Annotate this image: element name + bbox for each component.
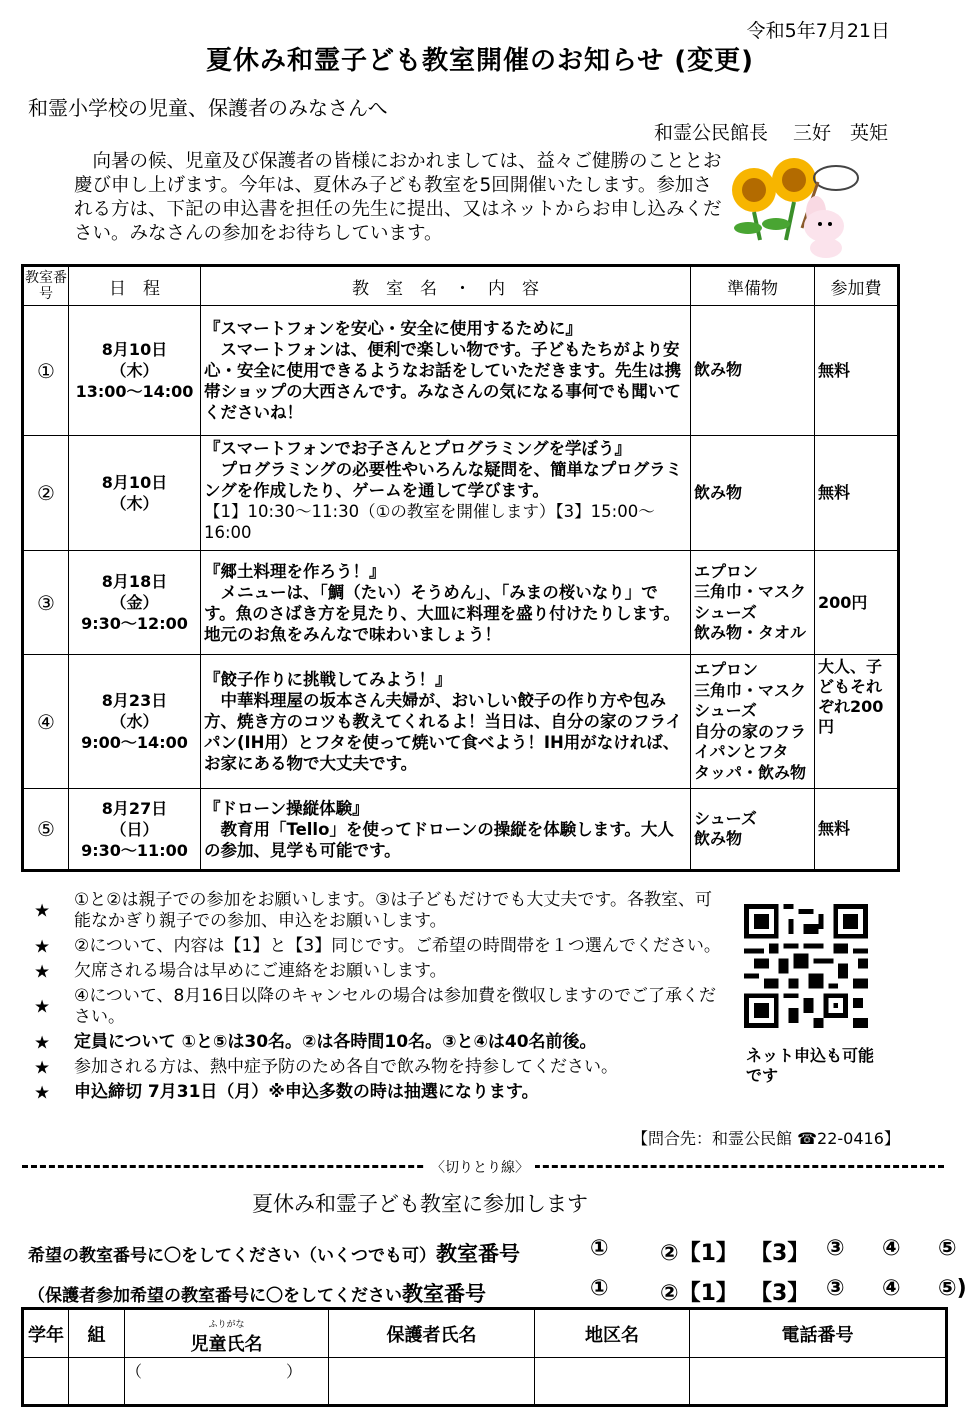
sunflower-rabbit-illustration	[724, 148, 864, 258]
application-header-row	[23, 1309, 947, 1358]
item: シューズ	[694, 602, 757, 622]
cut-label	[0, 1157, 960, 1177]
class-day: （日）	[110, 819, 159, 839]
class-option[interactable]: ⑤	[938, 1236, 957, 1261]
name-paren: （ ）	[126, 1362, 303, 1381]
note-item	[34, 1032, 724, 1053]
note-item	[34, 890, 724, 932]
class-schedule	[69, 436, 201, 551]
class-day: （木）	[110, 494, 159, 513]
class-schedule	[69, 655, 201, 789]
class-choice-row	[28, 1236, 957, 1268]
item: エプロン	[694, 561, 759, 581]
class-number: ③	[23, 551, 69, 655]
page-title: 夏休み和霊子ども教室開催のお知らせ (変更)	[205, 46, 755, 76]
class-items	[691, 306, 815, 436]
furigana-part: ふり	[208, 1320, 227, 1330]
child-name-ruby	[191, 1320, 263, 1356]
class-schedule	[69, 551, 201, 655]
child-name-header	[125, 1309, 329, 1358]
star-icon: ★	[34, 1057, 51, 1078]
class-date: 8月27日	[101, 798, 168, 818]
class-time: 13:00～14:00	[75, 382, 194, 401]
notes-list	[34, 890, 724, 1107]
class-day: （金）	[110, 593, 159, 612]
class-content	[201, 436, 691, 551]
note-item	[34, 961, 724, 982]
table-row	[23, 306, 899, 436]
qr-code-icon[interactable]	[744, 904, 868, 1028]
class-day: （水）	[110, 712, 159, 731]
class-description: 教育用「Tello」を使ってドローンの操縦を体験します。大人の参加、見学も可能です。	[204, 819, 674, 860]
item: 飲み物・タオル	[694, 623, 807, 642]
guardian-name-field[interactable]	[329, 1358, 535, 1406]
star-icon: ★	[34, 961, 51, 982]
application-input-row	[23, 1358, 947, 1406]
class-name: 『郷土料理を作ろう！』	[204, 561, 386, 581]
guardian-option[interactable]: 【3】	[750, 1281, 810, 1306]
note-item	[34, 1082, 724, 1103]
form-title: 夏休み和霊子ども教室に参加します	[252, 1192, 588, 1216]
class-field[interactable]	[69, 1358, 125, 1406]
class-fee: 無料	[815, 789, 899, 871]
table-row	[23, 436, 899, 551]
class-description: 中華料理屋の坂本さん夫婦が、おいしい餃子の作り方や包み方、焼き方のコツも教えてくれるよ！当日は、自分の家のフライパン(IH用）とフタを使って焼いて食べよう！IH用がなければ、お家にある物で大丈夫です。	[204, 691, 683, 773]
header-items: 準備物	[691, 266, 815, 306]
note-text: ①と②は親子での参加をお願いします。③は子どもだけでも大丈夫です。各教室、可能なかぎり親子での参加、申込をお願いします。	[74, 890, 712, 931]
class-number: ①	[23, 306, 69, 436]
note-text: ②について、内容は【1】と【3】同じです。ご希望の時間帯を１つ選んでください。	[74, 936, 721, 956]
header-content: 教 室 名 ・ 内 容	[201, 266, 691, 306]
note-text: ④について、8月16日以降のキャンセルの場合は参加費を徴収しますのでご了承ください。	[74, 986, 717, 1027]
item: シューズ	[694, 808, 757, 828]
class-schedule	[69, 306, 201, 436]
cut-label-text: 〈切りとり線〉	[425, 1160, 535, 1176]
guardian-option[interactable]: ②【1】	[660, 1281, 738, 1306]
child-name-field[interactable]	[125, 1358, 329, 1406]
table-row	[23, 789, 899, 871]
table-row	[23, 551, 899, 655]
furigana-label	[208, 1320, 244, 1330]
class-name: 『餃子作りに挑戦してみよう！』	[204, 670, 452, 689]
schedule-table	[21, 264, 900, 872]
contact-info: 【問合先：和霊公民館 ☎22-0416】	[632, 1129, 900, 1148]
class-date: 8月10日	[101, 473, 168, 492]
note-text: 欠席される場合は早めにご連絡をお願いします。	[74, 961, 447, 981]
note-text: 定員について ①と⑤は30名。②は各時間10名。③と④は40名前後。	[74, 1032, 597, 1052]
item: 飲み物	[694, 829, 743, 848]
note-text: 申込締切 7月31日（月）※申込多数の時は抽選になります。	[74, 1082, 539, 1102]
star-icon: ★	[34, 936, 51, 957]
class-option[interactable]: ②【1】	[660, 1241, 738, 1266]
sender: 和霊公民館長 三好 英矩	[653, 122, 888, 144]
sunflower-left-icon	[732, 168, 776, 212]
guardian-name-header: 保護者氏名	[329, 1309, 535, 1358]
item: 飲み物	[694, 360, 743, 380]
class-header: 組	[69, 1309, 125, 1358]
item: エプロン	[694, 660, 759, 679]
class-description: スマートフォンは、便利で楽しい物です。子どもたちがより安心・安全に使用できるようなお話をしていただきます。先生は携帯ショップの大西さんです。みなさんの気になる事何でも聞いてくださいね！	[204, 340, 682, 422]
class-content	[201, 306, 691, 436]
room-label: 教室番号	[436, 1242, 520, 1266]
class-fee: 大人、子どもそれぞれ200円	[815, 655, 899, 789]
guardian-choice-label: （保護者参加希望の教室番号に〇をしてください	[28, 1286, 402, 1306]
class-time: 9:30～11:00	[81, 840, 188, 860]
note-item	[34, 986, 724, 1028]
grade-header: 学年	[23, 1309, 69, 1358]
header-no: 教室番号	[23, 266, 69, 306]
item: 飲み物	[694, 482, 743, 502]
guardian-option[interactable]: ⑤)	[938, 1276, 967, 1301]
furigana-part: がな	[226, 1320, 245, 1330]
class-name: 『スマートフォンでお子さんとプログラミングを学ぼう』	[204, 439, 632, 458]
class-time: 9:00～14:00	[81, 733, 188, 752]
class-fee: 無料	[815, 436, 899, 551]
class-number: ⑤	[23, 789, 69, 871]
class-date: 8月18日	[101, 572, 168, 591]
addressee: 和霊小学校の児童、保護者のみなさんへ	[28, 96, 388, 120]
class-option[interactable]: ③	[826, 1236, 845, 1261]
issue-date: 令和5年7月21日	[746, 20, 890, 42]
class-content	[201, 551, 691, 655]
class-number: ②	[23, 436, 69, 551]
note-text: 参加される方は、熱中症予防のため各自で飲み物を持参してください。	[74, 1057, 618, 1077]
class-time-slots: 【1】10:30～11:30（①の教室を開催します）【3】15:00～16:00	[204, 502, 655, 542]
intro-paragraph: 向暑の候、児童及び保護者の皆様におかれましては、益々ご健勝のこととお慶び申し上げます。今年は、夏休み子ども教室を5回開催いたします。参加される方は、下記の申込書を担任の先生に提出、又はネットからお申し込みください。みなさんの参加をお待ちしています。	[74, 151, 722, 244]
class-option[interactable]: 【3】	[750, 1241, 810, 1266]
class-date: 8月10日	[101, 340, 168, 359]
grade-field[interactable]	[23, 1358, 69, 1406]
guardian-option[interactable]: ④	[882, 1276, 901, 1301]
item: タッパ・飲み物	[694, 762, 807, 782]
star-icon: ★	[34, 1082, 51, 1103]
class-day: （木）	[110, 361, 159, 380]
class-number: ④	[23, 655, 69, 789]
sunflower-right-icon	[772, 158, 816, 202]
class-fee: 無料	[815, 306, 899, 436]
item: 三角巾・マスク	[694, 680, 807, 700]
application-table	[21, 1307, 948, 1407]
class-items	[691, 551, 815, 655]
item: 自分の家のフライパンとフタ	[694, 721, 807, 761]
star-icon: ★	[34, 900, 51, 922]
schedule-header-row	[23, 266, 899, 306]
bug-net-icon	[814, 166, 858, 190]
class-fee: 200円	[815, 551, 899, 655]
class-name: 『スマートフォンを安心・安全に使用するために』	[204, 319, 582, 338]
item: シューズ	[694, 701, 757, 720]
class-items	[691, 436, 815, 551]
header-fee: 参加費	[815, 266, 899, 306]
item: 三角巾・マスク	[694, 582, 807, 601]
district-field[interactable]	[535, 1358, 690, 1406]
class-description: プログラミングの必要性やいろんな疑問を、簡単なプログラミングを作成したり、ゲームを通して学びます。	[204, 460, 683, 500]
class-date: 8月23日	[101, 691, 168, 710]
phone-header: 電話番号	[690, 1309, 947, 1358]
class-content	[201, 655, 691, 789]
class-name: 『ドローン操縦体験』	[204, 798, 369, 818]
note-item	[34, 1057, 724, 1078]
guardian-option[interactable]: ①	[590, 1276, 609, 1301]
choice-label: 希望の教室番号に〇をしてください（いくつでも可）	[28, 1246, 436, 1266]
header-date: 日 程	[69, 266, 201, 306]
room-label: 教室番号	[402, 1282, 486, 1306]
class-time: 9:30～12:00	[81, 614, 188, 633]
guardian-option[interactable]: ③	[826, 1276, 845, 1301]
class-items	[691, 655, 815, 789]
district-header: 地区名	[535, 1309, 690, 1358]
class-description: メニューは、「鯛（たい）そうめん」、「みまの桜いなり」です。魚のさばき方を見たり、大皿に料理を盛り付けたりします。地元のお魚をみんなで味わいましょう！	[204, 582, 680, 644]
star-icon: ★	[34, 996, 51, 1018]
child-name-label: 児童氏名	[190, 1334, 263, 1355]
guardian-choice-row	[28, 1276, 967, 1308]
note-item	[34, 936, 724, 957]
phone-field[interactable]	[690, 1358, 947, 1406]
class-option[interactable]: ①	[590, 1236, 609, 1261]
class-content	[201, 789, 691, 871]
star-icon: ★	[34, 1032, 51, 1053]
table-row	[23, 655, 899, 789]
class-schedule	[69, 789, 201, 871]
class-items	[691, 789, 815, 871]
rabbit-icon	[804, 196, 844, 258]
intro-text	[74, 150, 724, 246]
qr-label: ネット申込も可能です	[746, 1046, 875, 1085]
class-option[interactable]: ④	[882, 1236, 901, 1261]
